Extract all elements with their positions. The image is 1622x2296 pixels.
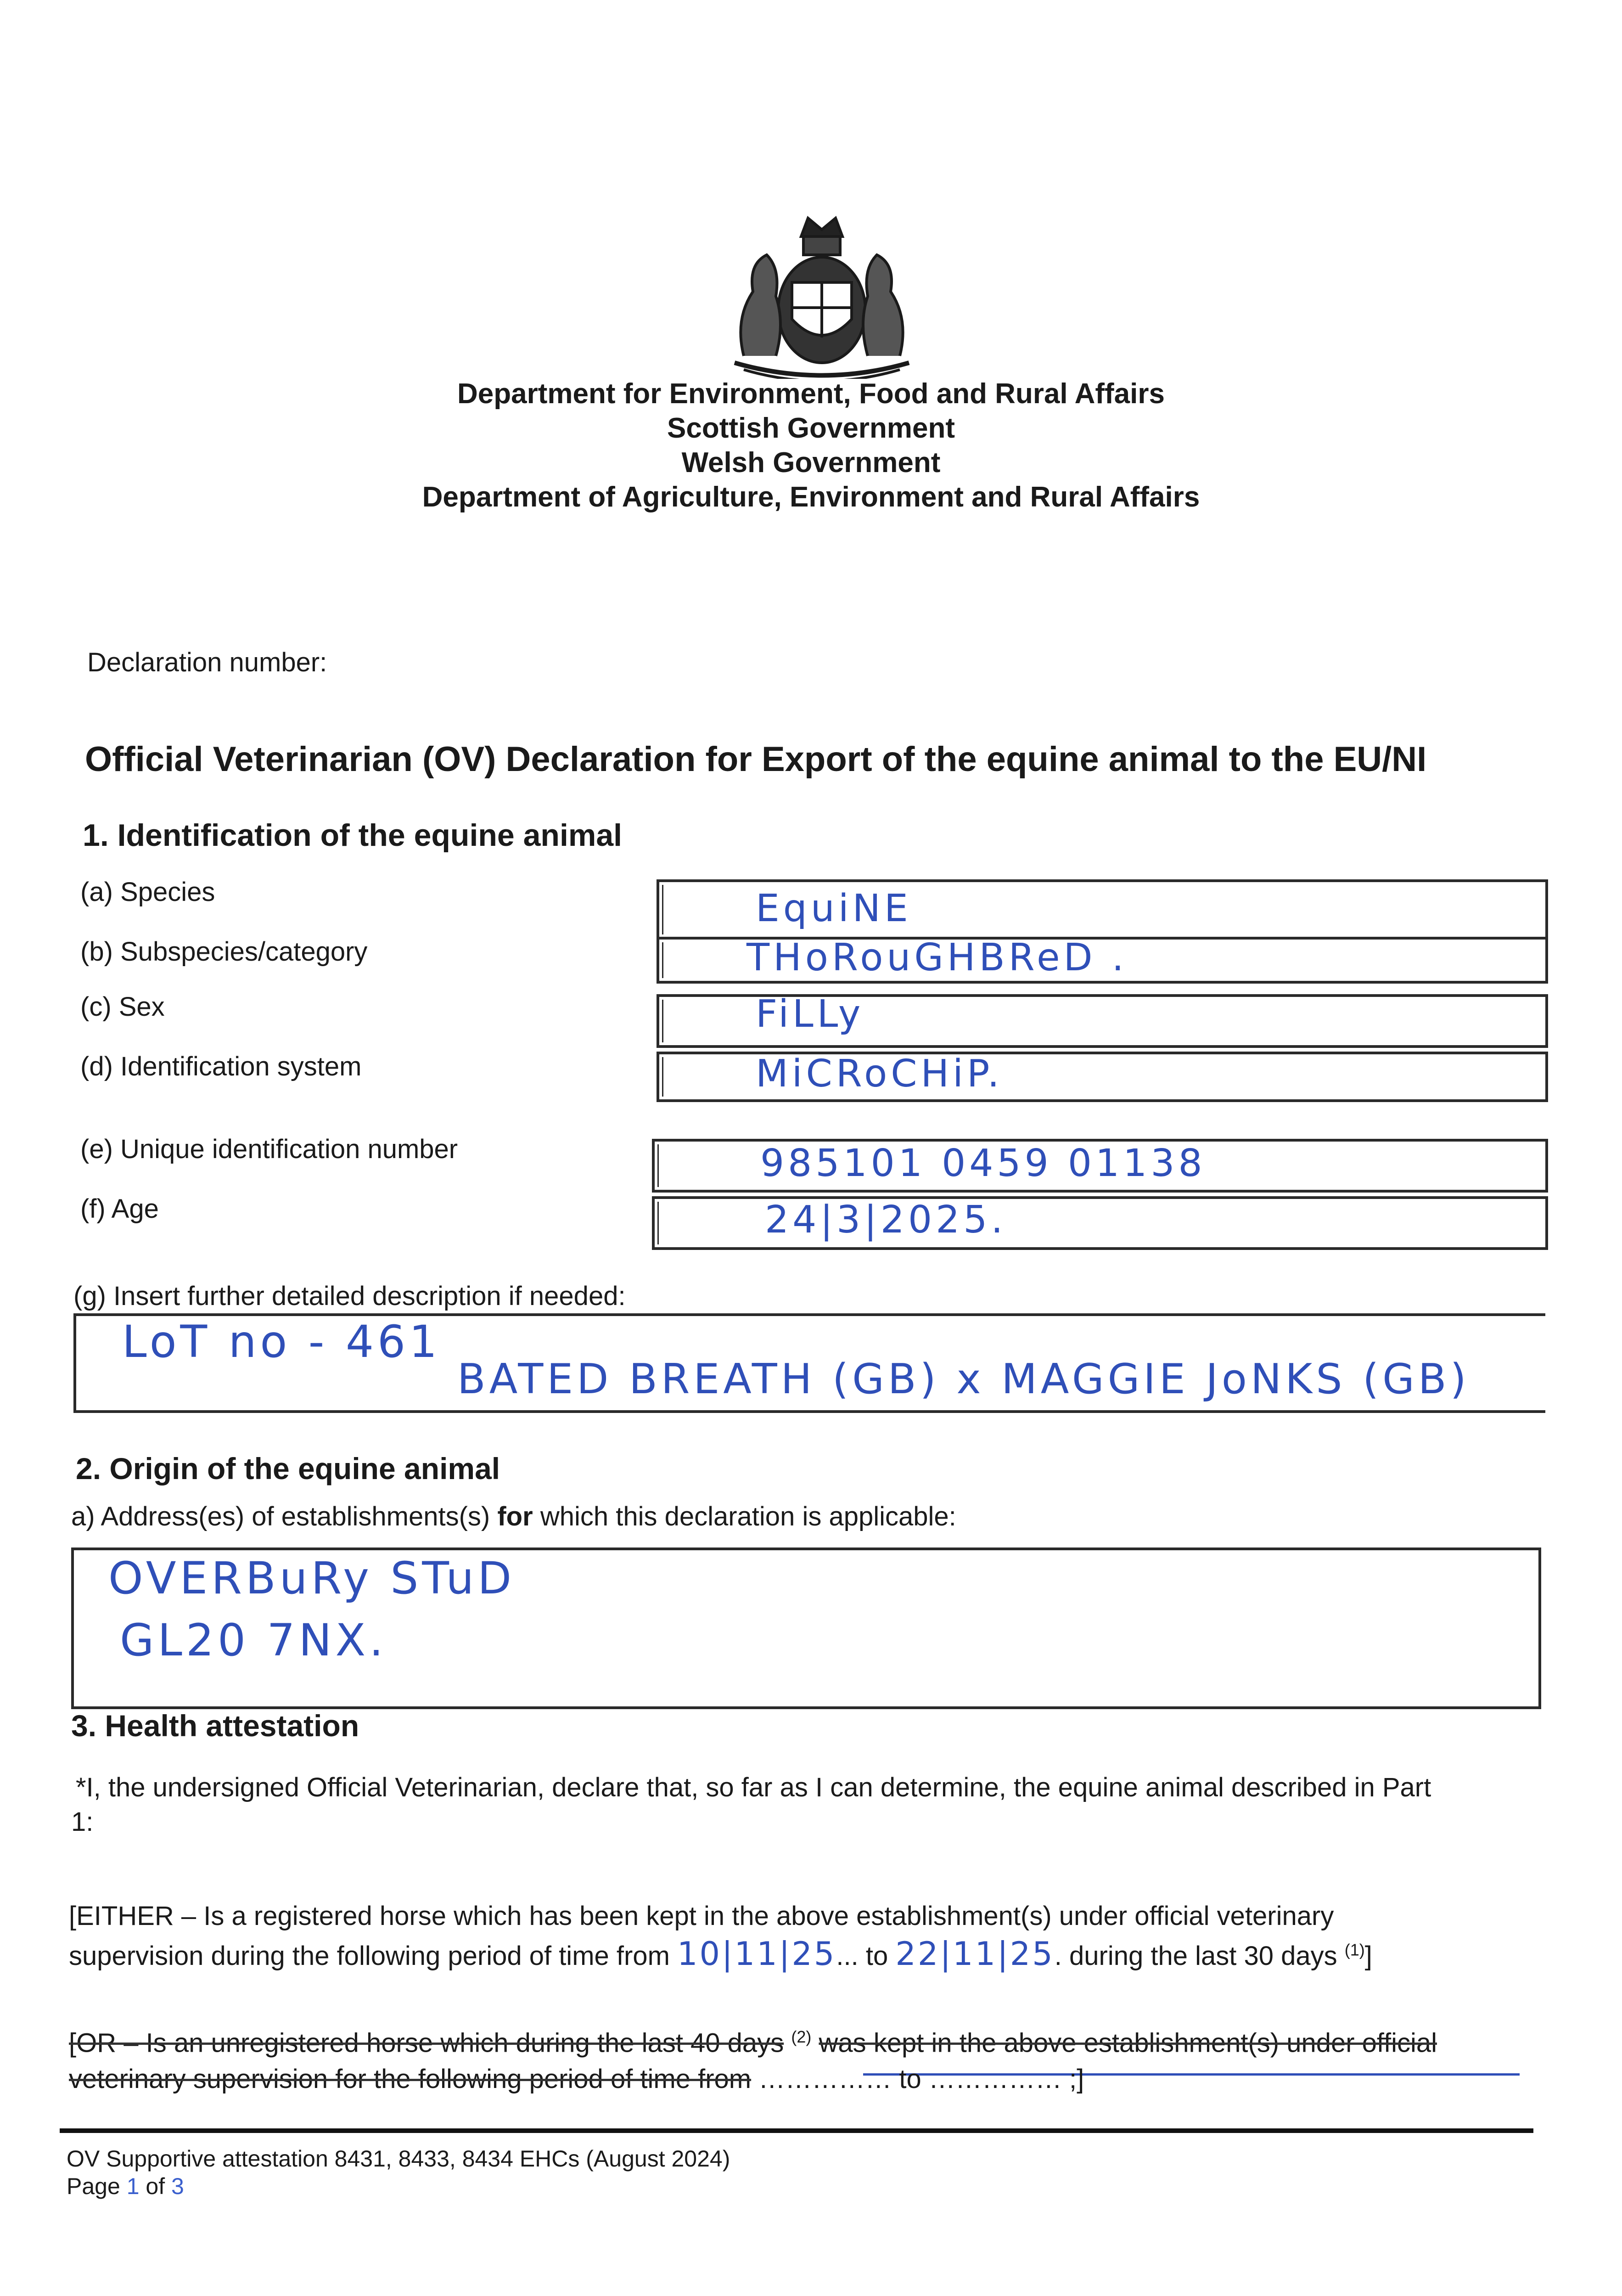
attestation-intro-line1: *I, the undersigned Official Veterinarian, declare that, so far as I can determine, the equine animal described in Part xyxy=(76,1773,1431,1802)
page-of-word: of xyxy=(146,2173,165,2199)
header-line-scottish-gov: Scottish Government xyxy=(667,412,955,444)
or-line2-dots-from: …………… xyxy=(758,2064,892,2094)
footer-divider xyxy=(60,2128,1533,2133)
either-line1: [EITHER – Is a registered horse which has been kept in the above establishment(s) under official veterinary xyxy=(69,1901,1334,1931)
species-field[interactable] xyxy=(657,879,1548,940)
identification-system-value: MiCRoCHiP. xyxy=(756,1052,1003,1096)
either-line2: supervision during the following period of time from 10|11|25... to 22|11|25. during the last 30 days $^{(1)}$] xyxy=(69,1935,1372,1973)
further-description-field[interactable] xyxy=(73,1313,1545,1413)
subspecies-value: THoRouGHBReD . xyxy=(746,936,1128,979)
page-number xyxy=(67,2173,184,2200)
establishment-address-field[interactable] xyxy=(71,1548,1541,1709)
royal-crest-logo xyxy=(716,204,927,379)
page-word: Page xyxy=(67,2173,120,2199)
either-to-date: 22|11|25 xyxy=(895,1935,1055,1973)
either-to-word: to xyxy=(865,1941,888,1971)
label-species: (a) Species xyxy=(80,877,215,907)
section3-heading: 3. Health attestation xyxy=(71,1709,359,1743)
unique-id-field[interactable] xyxy=(652,1139,1548,1193)
issuing-departments xyxy=(0,377,1622,514)
either-from-date: 10|11|25 xyxy=(677,1935,836,1973)
further-description-lot: LoT no - 461 xyxy=(122,1316,441,1367)
sex-value: FiLLy xyxy=(756,992,864,1036)
age-field[interactable] xyxy=(652,1196,1548,1250)
label-identification-system: (d) Identification system xyxy=(80,1052,362,1081)
establishment-label-for: for xyxy=(497,1502,533,1531)
unique-id-value: 985101 0459 01138 xyxy=(760,1142,1206,1185)
age-value: 24|3|2025. xyxy=(765,1198,1007,1242)
section1-heading: 1. Identification of the equine animal xyxy=(83,818,623,853)
or-line2-to-word: to xyxy=(899,2064,921,2094)
species-value: EquiNE xyxy=(756,887,912,930)
attestation-intro-line2: 1: xyxy=(71,1807,94,1837)
label-age: (f) Age xyxy=(80,1194,159,1224)
page-total: 3 xyxy=(171,2173,184,2199)
establishment-label xyxy=(71,1502,956,1532)
header-line-welsh-gov: Welsh Government xyxy=(681,447,941,478)
or-line1 xyxy=(69,2027,1437,2059)
label-unique-id: (e) Unique identification number xyxy=(80,1134,458,1164)
or-line1-part2: was kept in the above establishment(s) under official xyxy=(819,2028,1437,2058)
sex-field[interactable] xyxy=(657,994,1548,1048)
either-post-text: during the last 30 days xyxy=(1069,1941,1337,1971)
address-line-2: GL20 7NX. xyxy=(120,1615,387,1666)
page-current: 1 xyxy=(126,2173,140,2199)
establishment-label-part1: a) Address(es) of establishments(s) xyxy=(71,1502,490,1531)
either-footnote-ref: (1) xyxy=(1344,1940,1365,1959)
or-footnote-ref: (2) xyxy=(791,2027,812,2046)
either-pre-text: supervision during the following period of time from xyxy=(69,1941,670,1971)
or-line2-dots-to: …………… ;] xyxy=(928,2064,1084,2094)
declaration-number-label: Declaration number: xyxy=(87,647,327,677)
header-line-daera: Department of Agriculture, Environment and Rural Affairs xyxy=(422,481,1200,513)
page-title: Official Veterinarian (OV) Declaration for Export of the equine animal to the EU/NI xyxy=(85,740,1427,779)
label-further-description: (g) Insert further detailed description if needed: xyxy=(73,1281,626,1311)
footer-attestation-ref: OV Supportive attestation 8431, 8433, 8434 EHCs (August 2024) xyxy=(67,2146,730,2172)
header-line-defra: Department for Environment, Food and Rural Affairs xyxy=(457,378,1165,410)
identification-system-field[interactable] xyxy=(657,1052,1548,1102)
subspecies-field[interactable] xyxy=(657,937,1548,984)
or-line1-part1: [OR – Is an unregistered horse which during the last 40 days xyxy=(69,2028,784,2058)
further-description-breeding: BATED BREATH (GB) x MAGGIE JoNKS (GB) xyxy=(457,1355,1470,1403)
label-subspecies: (b) Subspecies/category xyxy=(80,937,368,967)
or-line2-text: veterinary supervision for the following period of time from xyxy=(69,2064,752,2094)
or-line2 xyxy=(69,2064,1084,2095)
establishment-label-part2: which this declaration is applicable: xyxy=(540,1502,956,1531)
address-line-1: OVERBuRy STuD xyxy=(108,1553,516,1604)
section2-heading: 2. Origin of the equine animal xyxy=(76,1452,500,1486)
either-close-bracket: ] xyxy=(1364,1941,1372,1971)
label-sex: (c) Sex xyxy=(80,992,165,1022)
